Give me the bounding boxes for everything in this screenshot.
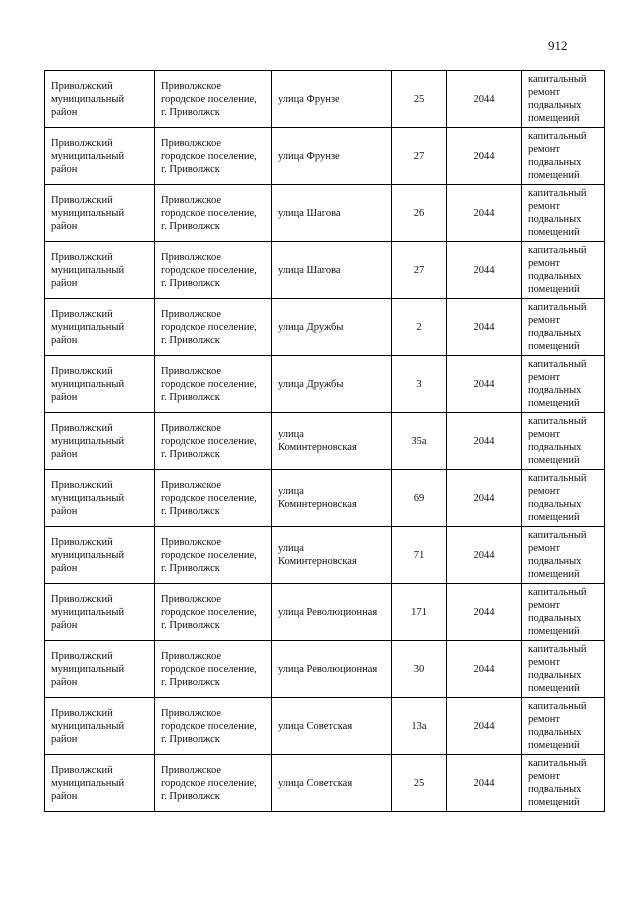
cell-settlement: Приволжское городское поселение, г. Приволжск <box>155 698 272 755</box>
cell-street: улица Фрунзе <box>272 128 392 185</box>
cell-district: Приволжский муниципальный район <box>45 185 155 242</box>
cell-street: улица Коминтерновская <box>272 527 392 584</box>
cell-settlement: Приволжское городское поселение, г. Приволжск <box>155 299 272 356</box>
cell-work-type: капитальный ремонт подвальных помещений <box>522 356 605 413</box>
table-row <box>45 584 605 641</box>
cell-settlement: Приволжское городское поселение, г. Приволжск <box>155 527 272 584</box>
cell-district: Приволжский муниципальный район <box>45 71 155 128</box>
cell-street: улица Советская <box>272 698 392 755</box>
cell-district: Приволжский муниципальный район <box>45 470 155 527</box>
cell-house-number: 2 <box>392 299 447 356</box>
cell-year: 2044 <box>447 755 522 812</box>
cell-year: 2044 <box>447 299 522 356</box>
cell-district: Приволжский муниципальный район <box>45 584 155 641</box>
cell-house-number: 13а <box>392 698 447 755</box>
cell-work-type: капитальный ремонт подвальных помещений <box>522 470 605 527</box>
cell-house-number: 3 <box>392 356 447 413</box>
cell-year: 2044 <box>447 584 522 641</box>
registry-table-body <box>45 71 605 812</box>
table-row <box>45 698 605 755</box>
table-row <box>45 413 605 470</box>
cell-house-number: 71 <box>392 527 447 584</box>
cell-district: Приволжский муниципальный район <box>45 755 155 812</box>
cell-year: 2044 <box>447 71 522 128</box>
cell-year: 2044 <box>447 128 522 185</box>
cell-house-number: 27 <box>392 128 447 185</box>
cell-settlement: Приволжское городское поселение, г. Приволжск <box>155 356 272 413</box>
cell-settlement: Приволжское городское поселение, г. Приволжск <box>155 641 272 698</box>
cell-settlement: Приволжское городское поселение, г. Приволжск <box>155 755 272 812</box>
cell-street: улица Революционная <box>272 641 392 698</box>
cell-district: Приволжский муниципальный район <box>45 299 155 356</box>
table-row <box>45 755 605 812</box>
cell-street: улица Фрунзе <box>272 71 392 128</box>
cell-street: улица Революционная <box>272 584 392 641</box>
cell-year: 2044 <box>447 698 522 755</box>
table-row <box>45 128 605 185</box>
cell-work-type: капитальный ремонт подвальных помещений <box>522 584 605 641</box>
table-row <box>45 470 605 527</box>
table-row <box>45 71 605 128</box>
cell-district: Приволжский муниципальный район <box>45 356 155 413</box>
cell-house-number: 25 <box>392 71 447 128</box>
cell-street: улица Шагова <box>272 242 392 299</box>
registry-table <box>44 70 605 812</box>
cell-work-type: капитальный ремонт подвальных помещений <box>522 299 605 356</box>
table-row <box>45 527 605 584</box>
cell-house-number: 26 <box>392 185 447 242</box>
cell-house-number: 30 <box>392 641 447 698</box>
cell-district: Приволжский муниципальный район <box>45 698 155 755</box>
cell-work-type: капитальный ремонт подвальных помещений <box>522 527 605 584</box>
cell-district: Приволжский муниципальный район <box>45 641 155 698</box>
cell-street: улица Дружбы <box>272 299 392 356</box>
cell-street: улица Коминтерновская <box>272 470 392 527</box>
cell-district: Приволжский муниципальный район <box>45 242 155 299</box>
cell-district: Приволжский муниципальный район <box>45 128 155 185</box>
cell-house-number: 27 <box>392 242 447 299</box>
cell-year: 2044 <box>447 242 522 299</box>
cell-work-type: капитальный ремонт подвальных помещений <box>522 755 605 812</box>
cell-settlement: Приволжское городское поселение, г. Приволжск <box>155 242 272 299</box>
cell-work-type: капитальный ремонт подвальных помещений <box>522 413 605 470</box>
cell-settlement: Приволжское городское поселение, г. Приволжск <box>155 413 272 470</box>
cell-settlement: Приволжское городское поселение, г. Приволжск <box>155 584 272 641</box>
cell-settlement: Приволжское городское поселение, г. Приволжск <box>155 185 272 242</box>
cell-work-type: капитальный ремонт подвальных помещений <box>522 641 605 698</box>
cell-work-type: капитальный ремонт подвальных помещений <box>522 185 605 242</box>
table-row <box>45 185 605 242</box>
cell-house-number: 69 <box>392 470 447 527</box>
cell-street: улица Дружбы <box>272 356 392 413</box>
cell-street: улица Советская <box>272 755 392 812</box>
cell-settlement: Приволжское городское поселение, г. Приволжск <box>155 71 272 128</box>
cell-district: Приволжский муниципальный район <box>45 527 155 584</box>
cell-house-number: 25 <box>392 755 447 812</box>
cell-work-type: капитальный ремонт подвальных помещений <box>522 71 605 128</box>
cell-street: улица Коминтерновская <box>272 413 392 470</box>
cell-year: 2044 <box>447 527 522 584</box>
cell-year: 2044 <box>447 470 522 527</box>
cell-work-type: капитальный ремонт подвальных помещений <box>522 698 605 755</box>
cell-street: улица Шагова <box>272 185 392 242</box>
cell-house-number: 35а <box>392 413 447 470</box>
table-row <box>45 299 605 356</box>
cell-work-type: капитальный ремонт подвальных помещений <box>522 128 605 185</box>
cell-house-number: 171 <box>392 584 447 641</box>
cell-work-type: капитальный ремонт подвальных помещений <box>522 242 605 299</box>
table-row <box>45 242 605 299</box>
cell-settlement: Приволжское городское поселение, г. Приволжск <box>155 128 272 185</box>
cell-settlement: Приволжское городское поселение, г. Приволжск <box>155 470 272 527</box>
table-row <box>45 356 605 413</box>
cell-district: Приволжский муниципальный район <box>45 413 155 470</box>
cell-year: 2044 <box>447 356 522 413</box>
cell-year: 2044 <box>447 413 522 470</box>
page-number: 912 <box>548 38 568 53</box>
table-row <box>45 641 605 698</box>
cell-year: 2044 <box>447 185 522 242</box>
cell-year: 2044 <box>447 641 522 698</box>
